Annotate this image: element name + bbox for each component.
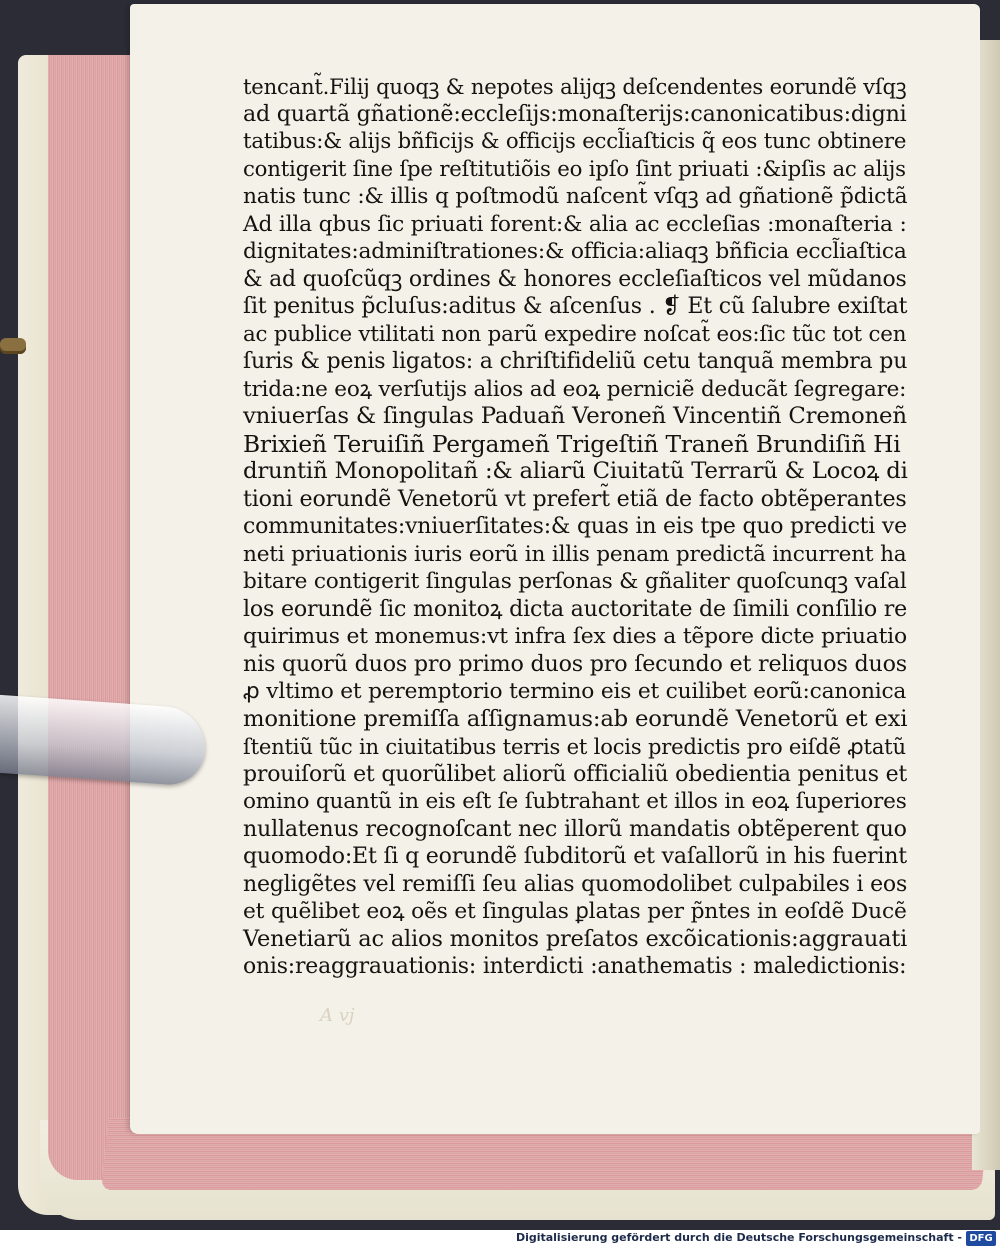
text-line: contigerit ſine ſpe reſtitutiõis eo ipſo ſint priuati :&ipſis ac alijs: [243, 156, 906, 182]
text-line: onis:reaggrauationis: interdicti :anathematis : maledictionis:: [243, 954, 907, 979]
clasp-pin: [0, 338, 26, 354]
text-line: Brixieñ Teruiſiñ Pergameñ Trigeſtiñ Traneñ Brundiſiñ Hi: [243, 430, 901, 458]
text-line: prouiſorũ et quorũlibet aliorũ officialiũ obedientia penitus et: [243, 761, 908, 787]
page-holder-clip: [0, 695, 205, 787]
text-line: ſuris & penis ligatos: a chriſtifideliũ cetu tanquã membra pu: [243, 348, 908, 374]
text-line: los eorundẽ ſic monitoꝝ dicta auctoritate de ſimili conſilio re: [243, 595, 908, 622]
text-line: omino quantũ in eis eſt ſe ſubtrahant et illos in eoꝝ ſuperiores: [243, 789, 907, 814]
footer-text: Digitalisierung gefördert durch die Deutsche Forschungsgemeinschaft -: [515, 1231, 962, 1244]
text-line: druntiñ Monopolitañ :& aliarũ Ciuitatũ Terrarũ & Locoꝝ di: [243, 458, 908, 484]
text-line: ac publice vtilitati non parũ expedire noſcat̃ eos:ſic tũc tot cen: [243, 321, 907, 347]
text-line: monitione premiſſa aſſignamus:ab eorundẽ Venetorũ et exi: [243, 705, 908, 732]
text-line: ꝓ vltimo et peremptorio termino eis et cuilibet eorũ:canonica: [243, 679, 907, 704]
text-line: ſit penitus p̃cluſus:aditus & aſcenſus . ❡ Et cũ ſalubre exiſtat: [243, 294, 908, 319]
text-line: tioni eorundẽ Venetorũ vt prefert̃ etiã de facto obtẽperantes: [243, 485, 907, 512]
text-line: dignitates:adminiſtrationes:& officia:aliaqꝫ bñficia eccl̃iaſtica: [243, 239, 907, 264]
page-text: [243, 73, 913, 981]
ghost-signature: A vj: [320, 1005, 355, 1026]
text-line: negligẽtes vel remiſſi ſeu alias quomodolibet culpabiles i eos: [243, 871, 908, 897]
text-line: tatibus:& alijs bñficijs & officijs eccl̃iaſticis q̃ eos tunc obtinere: [243, 129, 907, 154]
text-line: communitates:vniuerſitates:& quas in eis tpe quo predicti ve: [243, 514, 907, 539]
text-line: ſtentiũ tũc in ciuitatibus terris et locis predictis pro eiſdẽ ꝓtatũ: [243, 734, 906, 759]
text-line: neti priuationis iuris eorũ in illis penam predictã incurrent ha: [243, 541, 907, 567]
text-line: & ad quoſcũqꝫ ordines & honores eccleſiaſticos vel mũdanos: [243, 266, 907, 292]
footer-bar: [0, 1230, 1000, 1248]
text-line: nis quorũ duos pro primo duos pro ſecundo et reliquos duos: [243, 650, 907, 677]
text-line: Venetiarũ ac alios monitos preſatos excõicationis:aggrauati: [243, 925, 908, 952]
text-line: tencant̃.Filij quoqꝫ & nepotes alijqꝫ deſcendentes eorundẽ vſqꝫ: [243, 74, 907, 99]
text-line: et quẽlibet eoꝝ oẽs et ſingulas ꝑlatas per p̃ntes in eoſdẽ Ducẽ: [243, 899, 907, 924]
text-line: natis tunc :& illis q poſtmodũ naſcent̃ vſqꝫ ad gñationẽ p̃dictã: [243, 184, 908, 209]
text-line: quirimus et monemus:vt infra ſex dies a tẽpore dicte priuatio: [243, 624, 907, 649]
text-line: Ad illa qbus ſic priuati forent:& alia ac eccleſias :monaſteria :: [243, 211, 907, 237]
text-line: trida:ne eoꝝ verſutijs alios ad eoꝝ perniciẽ deducãt ſegregare:: [243, 376, 907, 402]
text-line: quomodo:Et ſi q eorundẽ ſubditorũ et vaſallorũ in his fuerint: [243, 844, 907, 869]
page-edges-left: [48, 55, 143, 1180]
text-line: bitare contigerit ſingulas perſonas & gñaliter quoſcunqꝫ vaſal: [243, 569, 907, 594]
dfg-logo: DFG: [966, 1231, 996, 1246]
text-line: vniuerſas & ſingulas Paduañ Veroneñ Vincentiñ Cremoneñ: [243, 403, 907, 429]
text-line: ad quartã gñationẽ:eccleſijs:monaſterijs:canonicatibus:digni: [243, 100, 907, 127]
text-line: nullatenus recognoſcant nec illorũ mandatis obtẽperent quo: [243, 815, 907, 842]
